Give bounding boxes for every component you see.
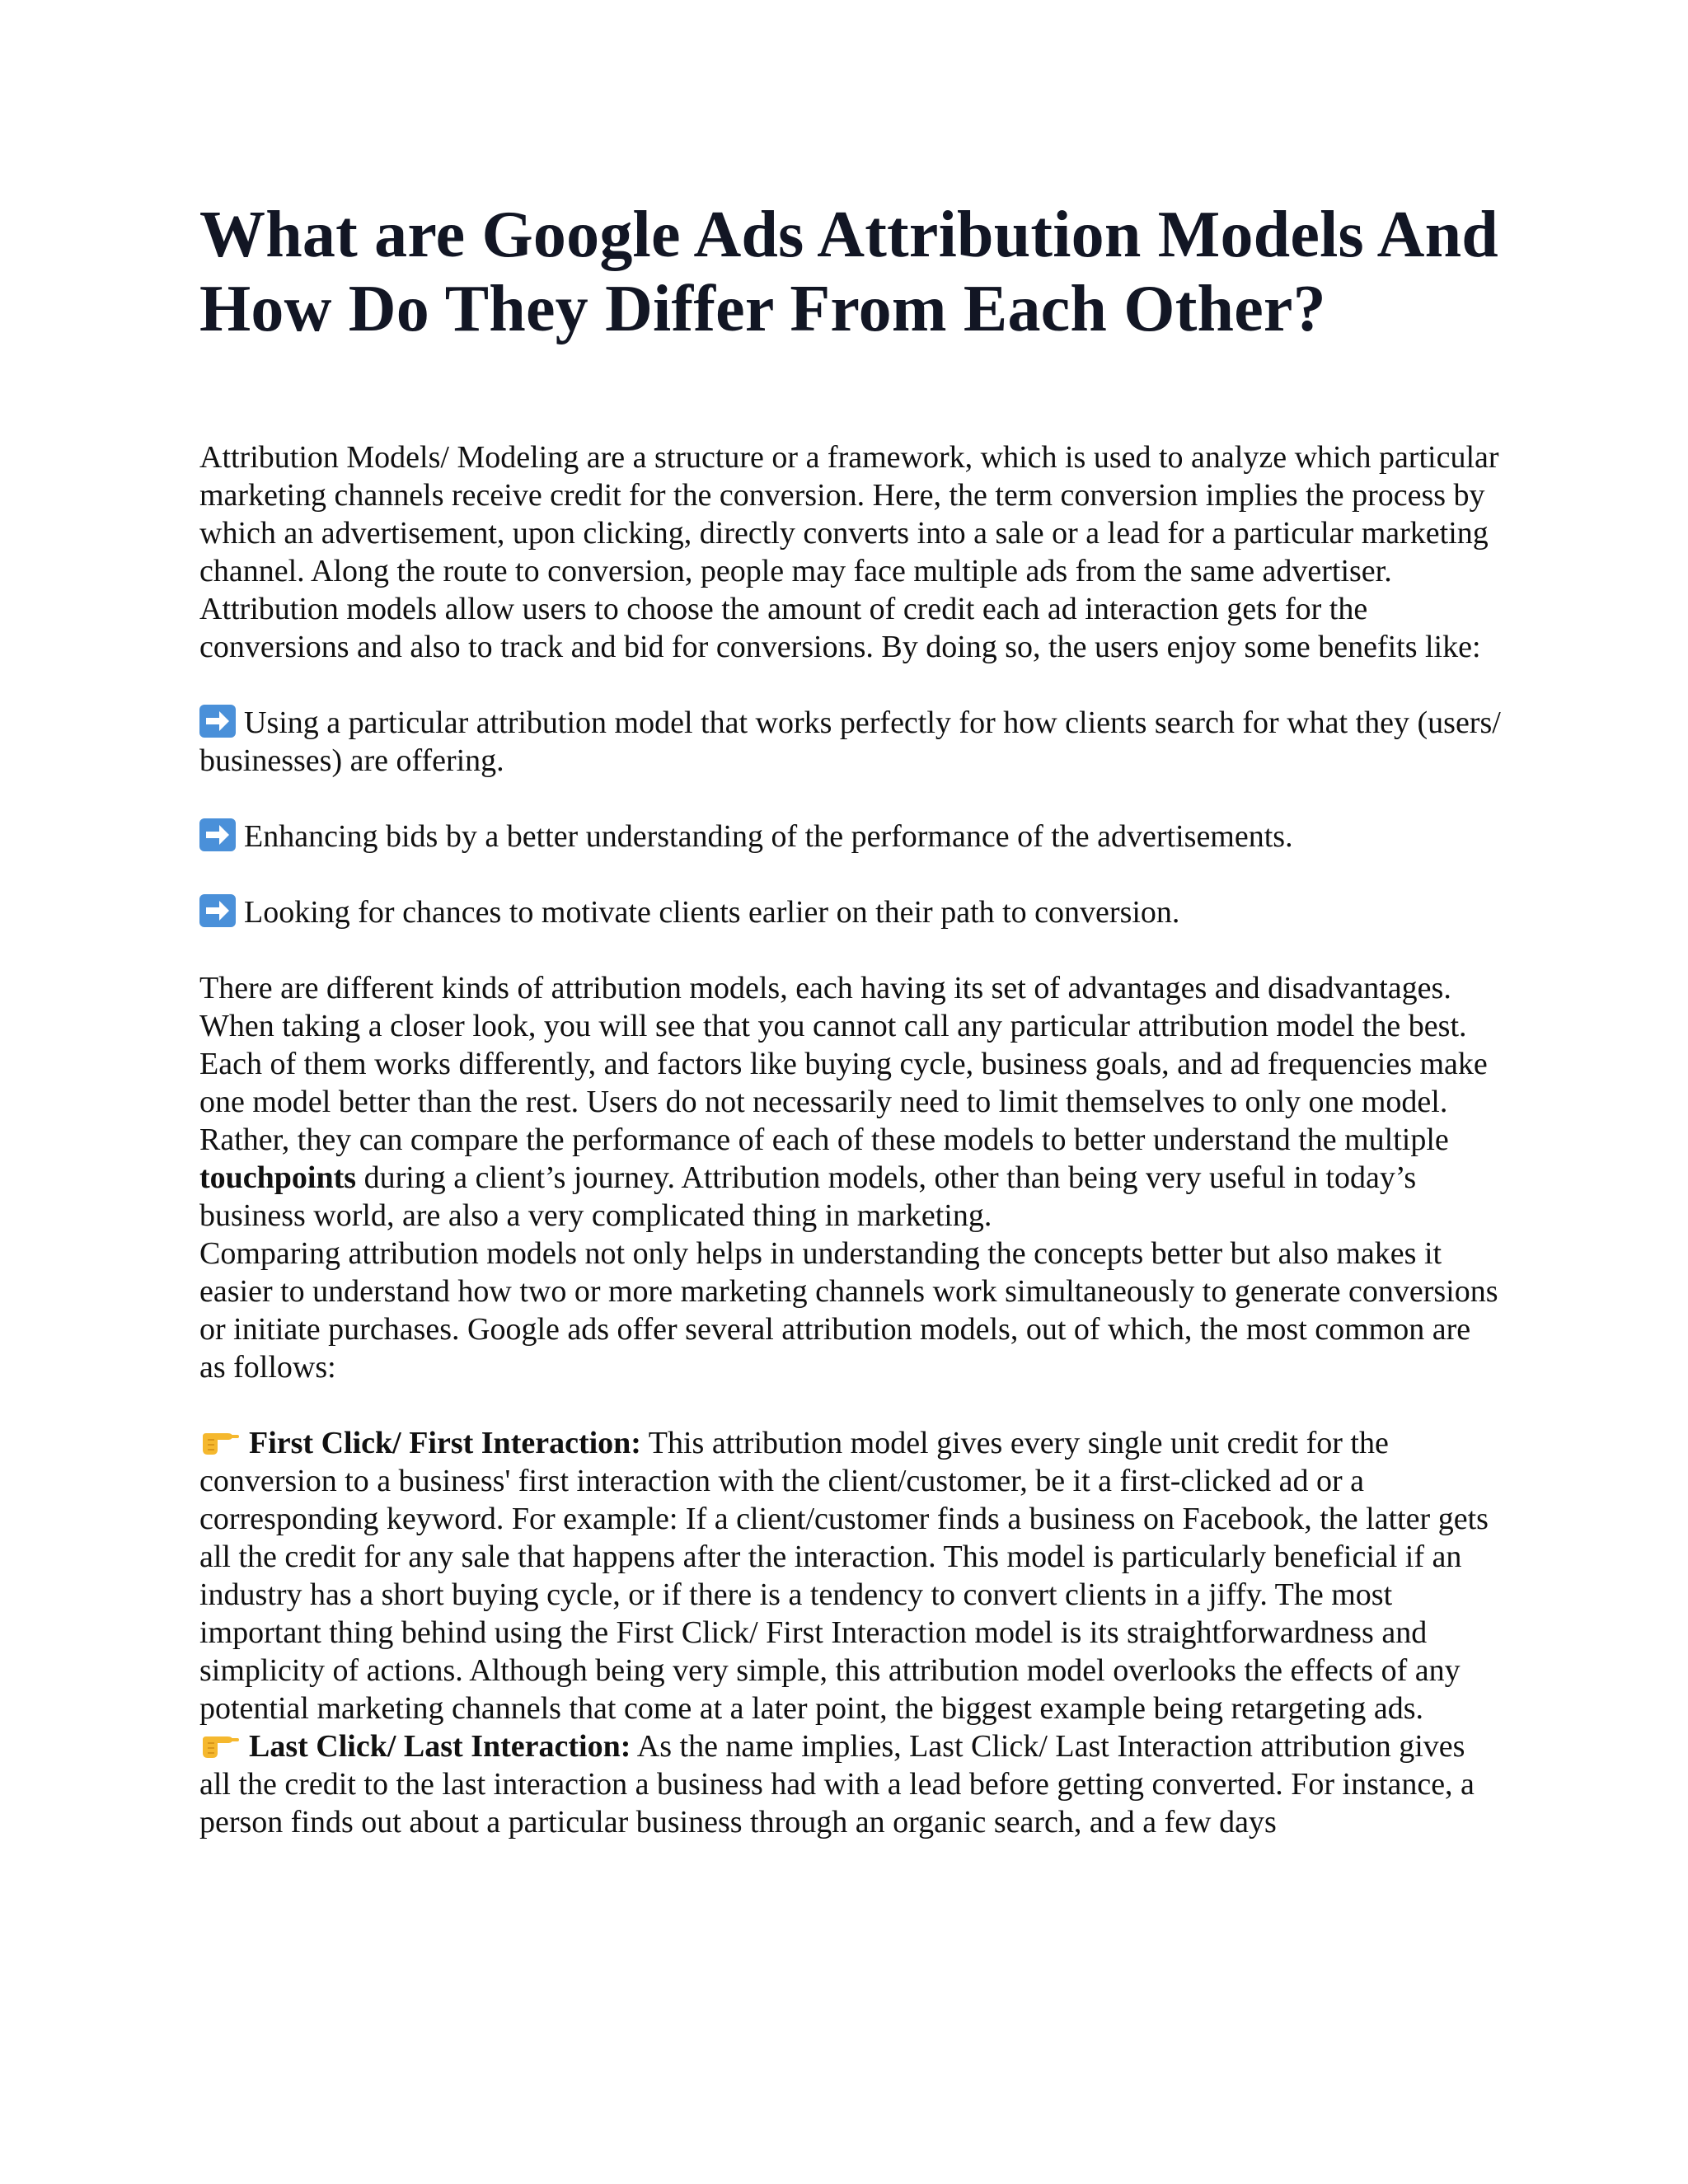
model-label: First Click/ First Interaction: [249,1426,641,1460]
benefit-item [199,818,1502,855]
model-item-last-click [199,1727,1502,1841]
right-arrow-icon [199,705,236,738]
paragraph-text: There are different kinds of attribution models, each having its set of advantages and disadvantages. When taking a closer look, you will see that you cannot call any particular attribution model the best. Each of them works differently, and factors like buying cycle, business goals, and ad frequencies make one model better than the rest. Users do not necessarily need to limit themselves to only one model. Rather, they can compare the performance of each of these models to better understand the multiple [199,971,1488,1157]
model-text: As the name implies, Last Click/ Last Interaction attribution gives all the credit to the last interaction a business had with a lead before getting converted. For instance, a person finds out about a particular business through an organic search, and a few days [199,1729,1475,1840]
right-arrow-icon [199,894,236,927]
models-overview-paragraph [199,969,1502,1235]
benefit-item [199,893,1502,931]
comparison-paragraph: Comparing attribution models not only helps in understanding the concepts better but also makes it easier to understand how two or more marketing channels work simultaneously to generate conversions or initiate purchases. Google ads offer several attribution models, out of which, the most common are as follows: [199,1236,1498,1385]
document-content [199,198,1502,1841]
model-text: This attribution model gives every single unit credit for the conversion to a business' first interaction with the client/customer, be it a first-clicked ad or a corresponding keyword. For example: If a client/customer finds a business on Facebook, the latter gets all the credit for any sale that happens after the interaction. This model is particularly beneficial if an industry has a short buying cycle, or if there is a tendency to convert clients in a jiffy. The most important thing behind using the First Click/ First Interaction model is its straightforwardness and simplicity of actions. Although being very simple, this attribution model overlooks the effects of any potential marketing channels that come at a later point, the biggest example being retargeting ads. [199,1426,1489,1726]
benefit-text: Using a particular attribution model that works perfectly for how clients search for what they (users/ businesses) are offering. [199,705,1501,778]
benefit-text: Looking for chances to motivate clients earlier on their path to conversion. [244,895,1180,930]
intro-paragraph: Attribution Models/ Modeling are a structure or a framework, which is used to analyze which particular marketing channels receive credit for the conversion. Here, the term conversion implies the process by which an advertisement, upon clicking, directly converts into a sale or a lead for a particular marketing channel. Along the route to conversion, people may face multiple ads from the same advertiser. Attribution models allow users to choose the amount of credit each ad interaction gets for the conversions and also to track and bid for conversions. By doing so, the users enjoy some benefits like: [199,440,1499,664]
right-arrow-icon [199,818,236,851]
model-label: Last Click/ Last Interaction: [249,1729,631,1764]
paragraph-text: during a client’s journey. Attribution models, other than being very useful in today’s business world, are also a very complicated thing in marketing. [199,1160,1417,1233]
pointing-hand-icon [199,1425,241,1458]
benefit-text: Enhancing bids by a better understanding of the performance of the advertisements. [244,819,1293,854]
model-item-first-click [199,1424,1502,1727]
page-title: What are Google Ads Attribution Models And How Do They Differ From Each Other? [199,199,1498,345]
models-list [199,1424,1502,1841]
pointing-hand-icon [199,1728,241,1761]
benefit-item [199,704,1502,780]
touchpoints-bold: touchpoints [199,1160,357,1195]
